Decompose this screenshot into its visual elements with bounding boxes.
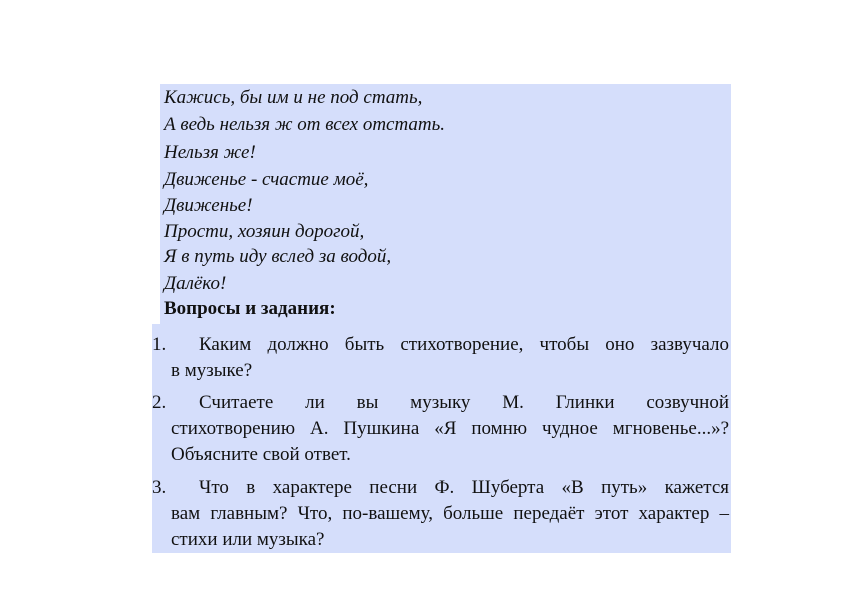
question-text [171, 332, 729, 384]
poem-line-5: Движенье! [164, 195, 253, 216]
poem-block [160, 84, 731, 324]
question-first-line: Каким должно быть стихотворение, чтобы оно зазвучало [199, 334, 729, 355]
poem-line-8: Далёко! [164, 273, 227, 294]
poem-line-6: Прости, хозяин дорогой, [164, 221, 365, 242]
question-continuation: стихотворению А. Пушкина «Я помню чудное мгновенье...»? Объясните свой ответ. [171, 418, 729, 465]
poem-line-4: Движенье - счастие моё, [164, 169, 369, 190]
questions-heading: Вопросы и задания: [164, 298, 336, 319]
poem-line-1: Кажись, бы им и не под стать, [164, 87, 423, 108]
question-text [171, 390, 729, 468]
question-number: 1. [152, 334, 167, 355]
question-number: 2. [152, 392, 167, 413]
question-continuation: в музыке? [171, 360, 253, 381]
question-text [171, 475, 729, 553]
poem-line-7: Я в путь иду вслед за водой, [164, 246, 392, 267]
question-first-line: Что в характере песни Ф. Шуберта «В путь» кажется [199, 477, 729, 498]
questions-block [152, 324, 731, 553]
question-first-line: Считаете ли вы музыку М. Глинки созвучной [199, 392, 729, 413]
question-continuation: вам главным? Что, по-вашему, больше передаёт этот характер – стихи или музыка? [171, 503, 729, 550]
poem-line-3: Нельзя же! [164, 142, 256, 163]
poem-line-2: А ведь нельзя ж от всех отстать. [164, 114, 446, 135]
question-number: 3. [152, 477, 167, 498]
